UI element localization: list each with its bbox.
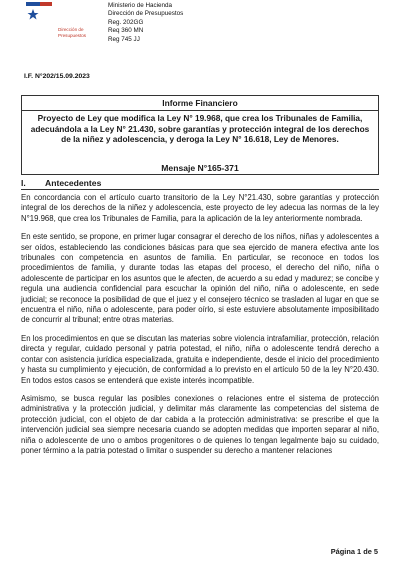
ministry-line: Dirección de Presupuestos — [108, 10, 184, 18]
page-number: Página 1 de 5 — [330, 547, 378, 556]
paragraph: En concordancia con el artículo cuarto transitorio de la Ley N°21.430, sobre garantías y protección integral de los derechos de la niñez y adolescencia, este proyecto de ley adecua las normas de la ley N°19.968, que crea los Tribunales de Familia, para la aplicación de la ley anteriormente nombrada. — [21, 193, 379, 223]
ministry-block — [108, 2, 183, 44]
logo-line: Dirección de — [58, 27, 84, 32]
section-heading — [21, 178, 379, 190]
title-box — [21, 95, 379, 175]
paragraph: Asimismo, se busca regular las posibles conexiones o relaciones entre el sistema de protección administrativa y la protección judicial, y delimitar más claramente las competencias del sistema de protección judicial, con el objeto de dar cabida a la protección administrativa: se prescribe el que la intervención judicial sea siempre necesaria cuando se adopten medidas que importen separar al niño, niña o adolescente de uno o ambos progenitores o de quienes lo tengan legalmente bajo su cuidado, poner término a la patria potestad o limitar o suspender su derecho a mantener relaciones — [21, 393, 379, 455]
section-title: Antecedentes — [45, 178, 102, 188]
paragraph: En este sentido, se propone, en primer lugar consagrar el derecho de los niños, niñas y adolescentes a ser oídos, estableciendo las condiciones básicas para que sea ejercido de manera efectiva ante los tribunales con competencia en asuntos de familia. En particular, se reconoce en todos los procedimientos de familia, y durante todas las etapas del proceso, el derecho del niño, niña o adolescente de participar en los asuntos que le afecten, de acuerdo a su edad y madurez; se concibe y regula una audiencia confidencial para escuchar la opinión del niño, niña o adolescente, en sede judicial; se reconoce la posibilidad de que el juez y el consejero técnico se trasladen al lugar en que se encuentra el niño, niña o adolescente, para poder oírlo, si este estuviere absolutamente imposibilitado de concurrir al tribunal; entre otras materias. — [21, 232, 379, 325]
message-number: Mensaje N°165-371 — [161, 163, 239, 173]
ministry-line: Ministerio de Hacienda — [108, 2, 173, 9]
logo-caption — [58, 27, 86, 39]
bill-title: Proyecto de Ley que modifica la Ley N° 19.968, que crea los Tribunales de Familia, adecuándola a la Ley N° 21.430, sobre garantías y protección integral de los derechos de la niñez y adolescencia, y deroga la Ley N° 16.618, Ley de Menores. — [30, 113, 370, 145]
paragraph: En los procedimientos en que se discutan las materias sobre violencia intrafamiliar, protección, relación directa y regular, cuidado personal y patria potestad, el niño, niña o adolescente tendrá derecho a contar con asistencia jurídica especializada, gratuita e independiente, desde el inicio del procedimiento y hasta su cumplimiento y ejecución, de conformidad a lo previsto en el artículo 50 de la ley N°20.430. En todos estos casos se entenderá que existe interés incompatible. — [21, 333, 379, 385]
ministry-line: Reg 745 JJ — [108, 35, 140, 43]
section-number: I. — [21, 178, 26, 188]
report-reference: I.F. N°202/15.09.2023 — [24, 73, 90, 80]
body-text — [21, 193, 379, 464]
logo-line: Presupuestos — [58, 33, 87, 38]
government-logo-icon — [24, 2, 54, 46]
ministry-line: Reg. 202GG — [108, 18, 144, 26]
ministry-line: Req 360 MN — [108, 27, 144, 35]
report-heading: Informe Financiero — [22, 96, 378, 111]
